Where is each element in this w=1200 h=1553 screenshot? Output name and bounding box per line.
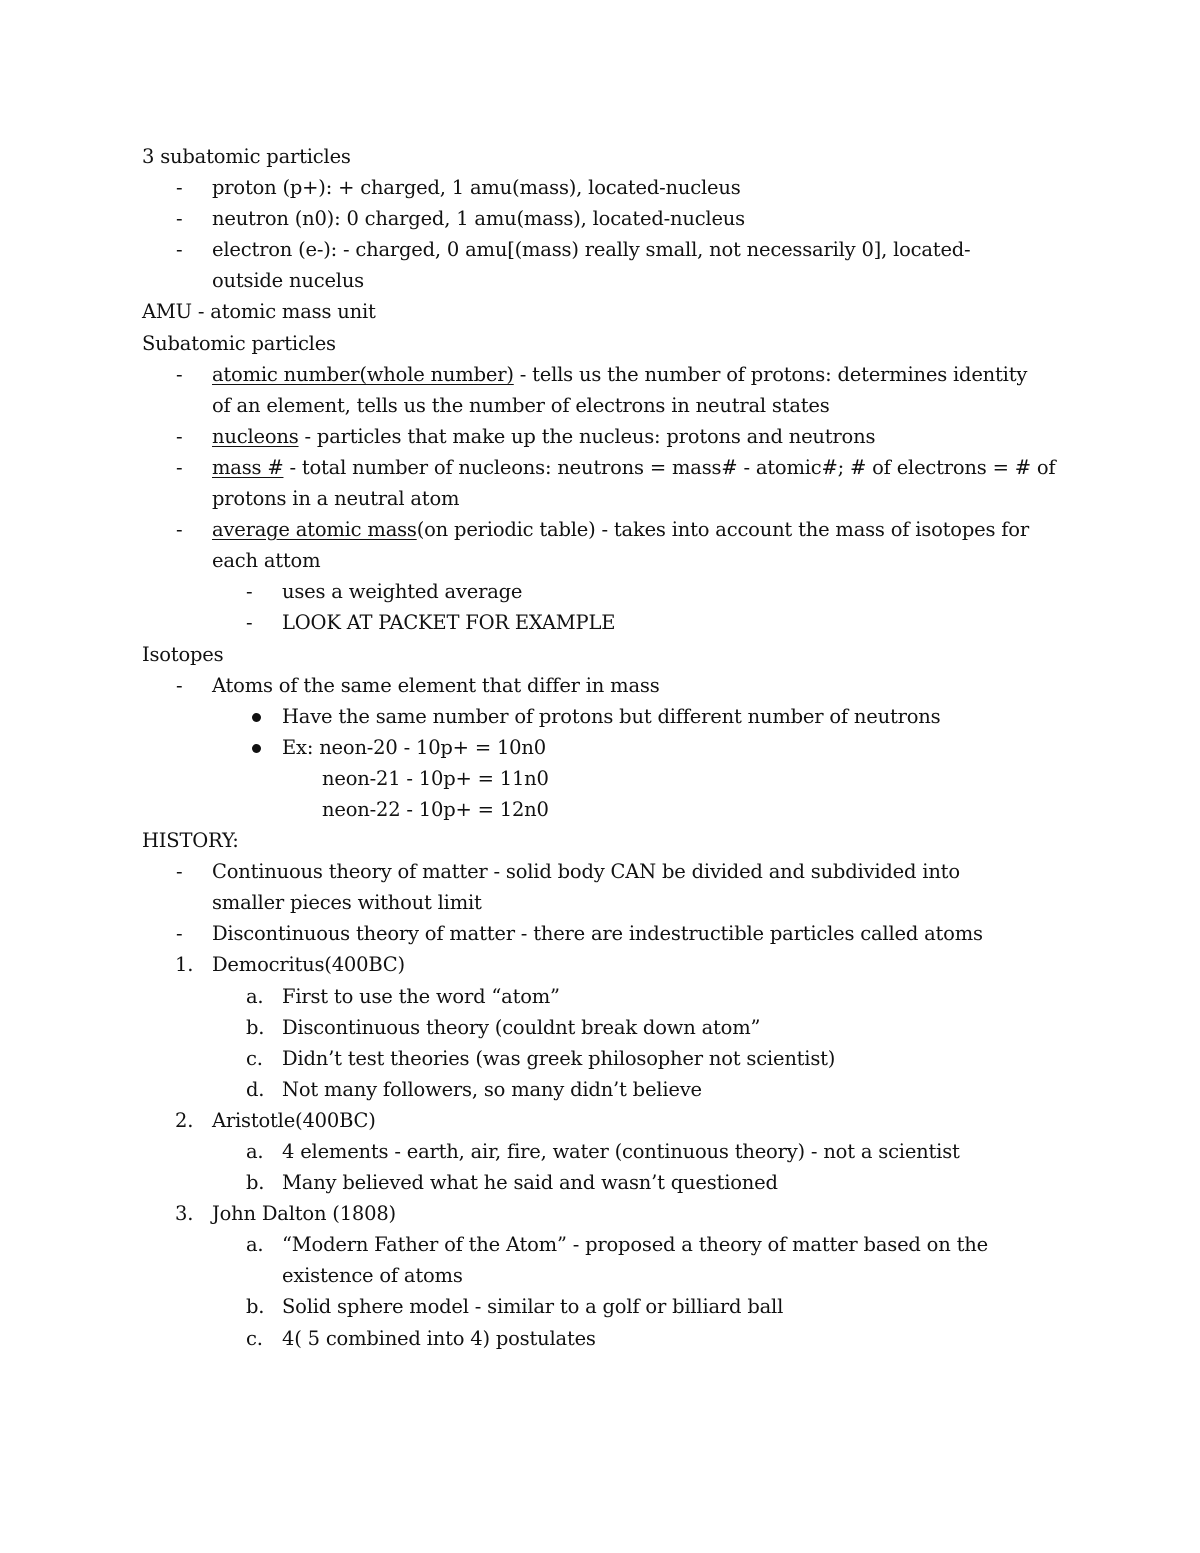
letter-marker: d.: [246, 1077, 265, 1101]
sub-list-item: [142, 576, 1072, 607]
item-text: Continuous theory of matter - solid body CAN be divided and subdivided into: [212, 860, 960, 884]
dash-marker: -: [176, 207, 183, 231]
letter-marker: b.: [246, 1295, 265, 1319]
dash-marker: -: [246, 580, 253, 604]
item-text: - total number of nucleons: neutrons = mass# - atomic#; # of electrons = # of: [283, 455, 1056, 479]
dash-marker: -: [176, 238, 183, 262]
item-text: Not many followers, so many didn’t believe: [282, 1077, 702, 1101]
item-text: 4 elements - earth, air, fire, water (continuous theory) - not a scientist: [282, 1140, 960, 1163]
underlined-term: average atomic mass: [212, 518, 417, 542]
item-text: Aristotle(400BC): [212, 1108, 376, 1132]
number-marker: 3.: [175, 1202, 194, 1226]
dash-marker: -: [176, 860, 183, 884]
definition-text: AMU - atomic mass unit: [142, 300, 376, 324]
list-item: [142, 670, 1072, 701]
list-item: [142, 856, 1072, 887]
list-item: [142, 234, 1072, 265]
item-text: “Modern Father of the Atom” - proposed a theory of matter based on the: [282, 1233, 988, 1257]
dash-marker: -: [176, 424, 183, 448]
list-item-continuation: [142, 265, 1072, 296]
list-item: [142, 514, 1072, 545]
list-item-continuation: [142, 1260, 1072, 1291]
lettered-item: [142, 1043, 1072, 1074]
lettered-item: [142, 1291, 1072, 1322]
dash-marker: -: [176, 362, 183, 386]
item-text: Have the same number of protons but different number of neutrons: [282, 704, 941, 728]
example-line: [142, 794, 1072, 825]
item-text: John Dalton (1808): [212, 1202, 396, 1226]
heading-history: [142, 825, 1072, 856]
bullet-item: [142, 732, 1072, 763]
list-item: [142, 452, 1072, 483]
letter-marker: c.: [246, 1046, 263, 1070]
dash-marker: -: [176, 455, 183, 479]
item-text: Discontinuous theory (couldnt break down atom”: [282, 1015, 761, 1039]
number-marker: 1.: [175, 953, 194, 977]
example-line: [142, 763, 1072, 794]
item-text: existence of atoms: [282, 1264, 463, 1288]
letter-marker: a.: [246, 984, 264, 1008]
heading-isotopes: [142, 639, 1072, 670]
dash-marker: -: [176, 518, 183, 542]
letter-marker: c.: [246, 1326, 263, 1350]
numbered-item: [142, 1105, 1072, 1136]
item-text: neon-21 - 10p+ = 11n0: [322, 766, 549, 790]
item-text: Solid sphere model - similar to a golf or billiard ball: [282, 1295, 784, 1319]
letter-marker: b.: [246, 1015, 265, 1039]
underlined-term: mass #: [212, 455, 284, 479]
heading-subatomic: [142, 141, 1072, 172]
letter-marker: a.: [246, 1140, 264, 1163]
item-text: of an element, tells us the number of electrons in neutral states: [212, 393, 830, 417]
number-marker: 2.: [175, 1108, 194, 1132]
item-text: outside nucelus: [212, 269, 364, 293]
item-text: - particles that make up the nucleus: protons and neutrons: [298, 424, 876, 448]
item-text: 4( 5 combined into 4) postulates: [282, 1326, 596, 1350]
heading-text: 3 subatomic particles: [142, 145, 351, 168]
item-text: Didn’t test theories (was greek philosopher not scientist): [282, 1046, 836, 1070]
heading-text: Subatomic particles: [142, 331, 336, 355]
item-text: proton (p+): + charged, 1 amu(mass), located-nucleus: [212, 176, 741, 200]
dash-marker: -: [176, 673, 183, 697]
item-text: Many believed what he said and wasn’t questioned: [282, 1171, 778, 1195]
list-item-continuation: [142, 483, 1072, 514]
sub-list-item: [142, 607, 1072, 638]
list-item: [142, 172, 1072, 203]
item-text: uses a weighted average: [282, 580, 523, 604]
bullet-icon: [252, 744, 261, 753]
item-text: LOOK AT PACKET FOR EXAMPLE: [282, 611, 616, 635]
item-text: First to use the word “atom”: [282, 984, 560, 1008]
list-item: [142, 918, 1072, 949]
bullet-icon: [252, 713, 261, 722]
lettered-item: [142, 1167, 1072, 1198]
notes-body: [142, 141, 1072, 1354]
lettered-item: [142, 981, 1072, 1012]
list-item: [142, 421, 1072, 452]
dash-marker: -: [176, 922, 183, 946]
item-text: smaller pieces without limit: [212, 891, 482, 915]
item-text: each attom: [212, 549, 321, 573]
numbered-item: [142, 1198, 1072, 1229]
heading-text: HISTORY:: [142, 829, 239, 853]
lettered-item: [142, 1323, 1072, 1354]
item-text: Atoms of the same element that differ in mass: [212, 673, 660, 697]
amu-definition: [142, 296, 1072, 327]
list-item: [142, 203, 1072, 234]
list-item-continuation: [142, 887, 1072, 918]
dash-marker: -: [246, 611, 253, 635]
item-text: Ex: neon-20 - 10p+ = 10n0: [282, 735, 546, 759]
lettered-item: [142, 1074, 1072, 1105]
item-text: neon-22 - 10p+ = 12n0: [322, 797, 549, 821]
dash-marker: -: [176, 176, 183, 200]
underlined-term: atomic number(whole number): [212, 362, 514, 386]
list-item-continuation: [142, 545, 1072, 576]
lettered-item: [142, 1012, 1072, 1043]
item-text: electron (e-): - charged, 0 amu[(mass) really small, not necessarily 0], located-: [212, 238, 971, 262]
letter-marker: a.: [246, 1233, 264, 1257]
heading-subatomic-particles: [142, 328, 1072, 359]
heading-text: Isotopes: [142, 642, 224, 666]
letter-marker: b.: [246, 1171, 265, 1195]
item-text: protons in a neutral atom: [212, 487, 460, 511]
list-item-continuation: [142, 390, 1072, 421]
item-text: - tells us the number of protons: determines identity: [513, 362, 1028, 386]
item-text: Democritus(400BC): [212, 953, 405, 977]
list-item: [142, 359, 1072, 390]
item-text: neutron (n0): 0 charged, 1 amu(mass), located-nucleus: [212, 207, 745, 231]
lettered-item: [142, 1229, 1072, 1260]
bullet-item: [142, 701, 1072, 732]
item-text: (on periodic table) - takes into account the mass of isotopes for: [416, 518, 1029, 542]
lettered-item: [142, 1136, 1072, 1167]
numbered-item: [142, 949, 1072, 980]
item-text: Discontinuous theory of matter - there are indestructible particles called atoms: [212, 922, 983, 946]
underlined-term: nucleons: [212, 424, 299, 448]
